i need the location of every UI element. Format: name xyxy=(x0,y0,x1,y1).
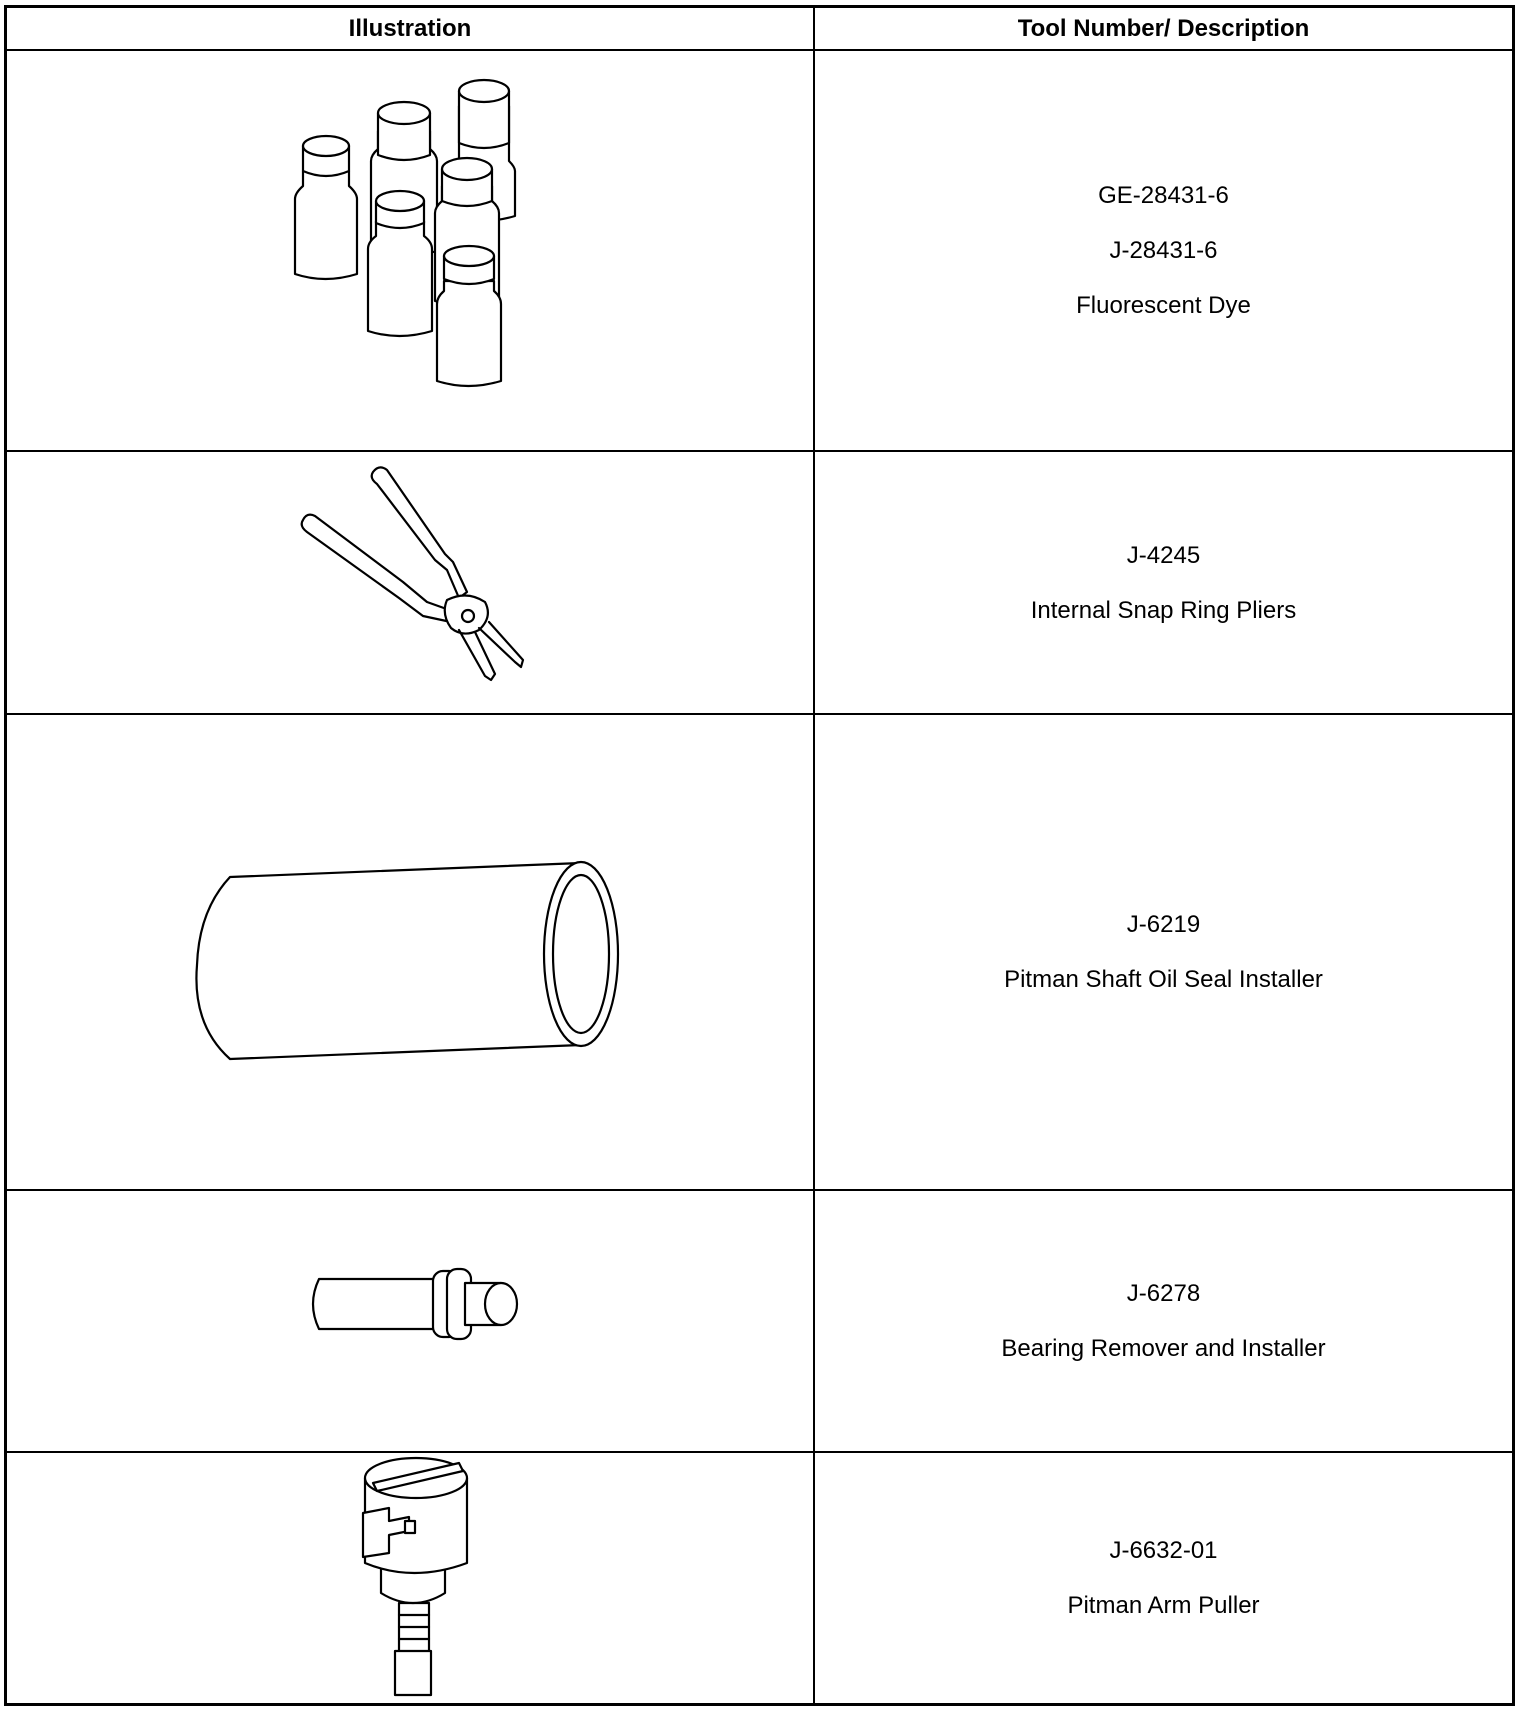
illustration-cell xyxy=(7,715,813,1189)
tool-number: J-6278 xyxy=(1126,1280,1201,1307)
table-row xyxy=(7,452,1512,715)
header-illustration: Illustration xyxy=(348,14,472,42)
tool-description-cell xyxy=(815,1191,1512,1451)
tool-table xyxy=(4,5,1515,1706)
illustration-cell xyxy=(7,1191,813,1451)
tool-description: Fluorescent Dye xyxy=(1076,292,1251,319)
illustration-cell xyxy=(7,452,813,713)
tool-description-cell xyxy=(815,51,1512,450)
bearing-remover-icon xyxy=(7,1191,813,1451)
tool-description: Pitman Arm Puller xyxy=(1067,1592,1260,1619)
tool-description-cell xyxy=(815,1453,1512,1703)
illustration-cell xyxy=(7,51,813,450)
oil-seal-installer-icon xyxy=(7,715,813,1189)
table-row xyxy=(7,1191,1512,1453)
tool-description-cell xyxy=(815,452,1512,713)
fluorescent-dye-bottles-icon xyxy=(7,51,813,450)
tool-description-cell xyxy=(815,715,1512,1189)
tool-number: J-6219 xyxy=(1126,911,1201,938)
tool-description: Bearing Remover and Installer xyxy=(1001,1335,1326,1362)
tool-description: Internal Snap Ring Pliers xyxy=(1030,596,1297,624)
tool-number: GE-28431-6 xyxy=(1098,182,1229,209)
tool-number: J-6632-01 xyxy=(1109,1537,1218,1564)
table-row xyxy=(7,51,1512,452)
header-tool-description: Tool Number/ Description xyxy=(1017,14,1310,42)
tool-number-alt: J-28431-6 xyxy=(1109,237,1218,264)
tool-description: Pitman Shaft Oil Seal Installer xyxy=(1004,966,1323,993)
table-header-row xyxy=(7,8,1512,51)
illustration-cell xyxy=(7,1453,813,1703)
pitman-arm-puller-icon xyxy=(7,1453,813,1703)
snap-ring-pliers-icon xyxy=(7,452,813,713)
table-row xyxy=(7,1453,1512,1703)
tool-number: J-4245 xyxy=(1126,541,1201,569)
table-row xyxy=(7,715,1512,1191)
